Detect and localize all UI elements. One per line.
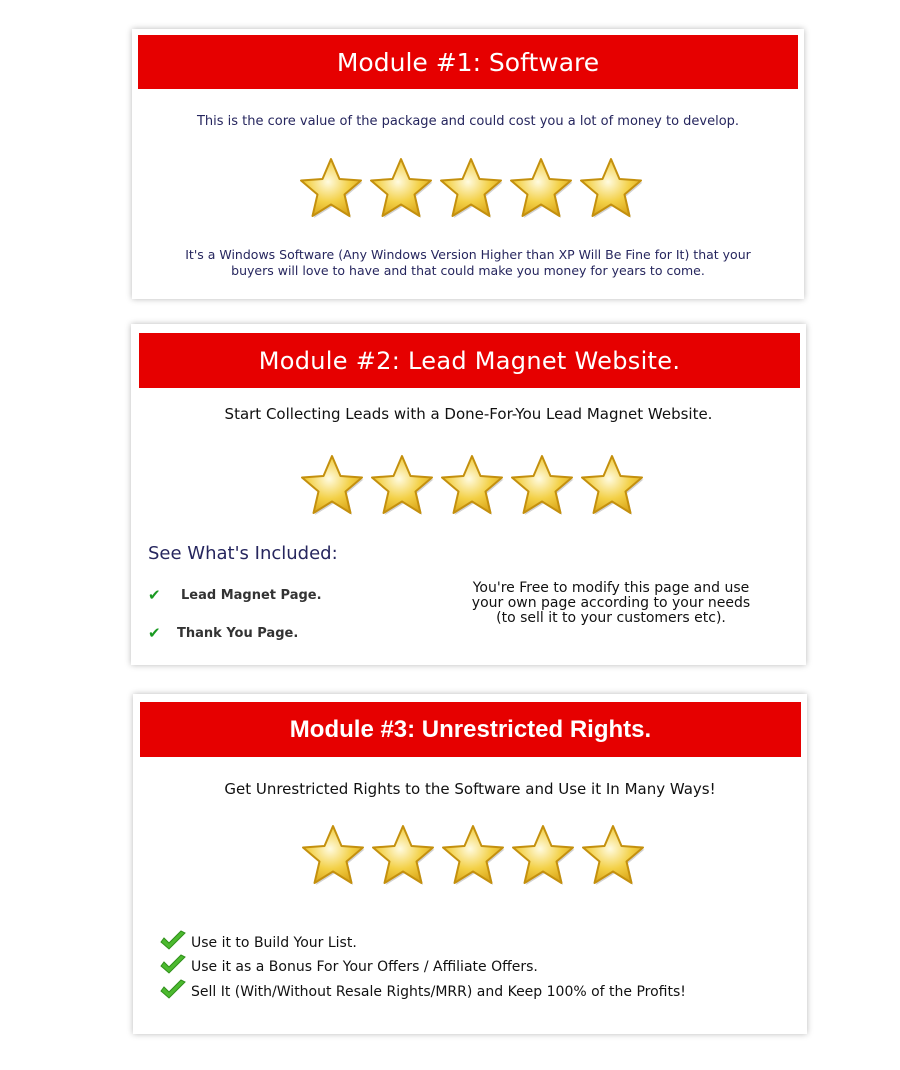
star-icon <box>437 452 507 518</box>
star-icon <box>296 155 366 221</box>
module-2-card <box>131 324 806 665</box>
rights-item <box>159 954 538 980</box>
check-icon: ✔ <box>148 624 161 642</box>
module-3-title: Module #3: Unrestricted Rights. <box>289 715 652 743</box>
included-item-thank-you <box>148 624 298 642</box>
modify-note-line-1: You're Free to modify this page and use <box>472 580 750 596</box>
star-icon <box>577 452 647 518</box>
star-icon <box>438 822 508 888</box>
module-2-rating <box>297 452 647 518</box>
module-1-title: Module #1: Software <box>336 47 600 77</box>
module-1-description-line-1: It's a Windows Software (Any Windows Version Higher than XP Will Be Fine for It) that your <box>185 247 751 262</box>
check-icon <box>159 930 191 956</box>
module-3-subtitle: Get Unrestricted Rights to the Software and Use it In Many Ways! <box>224 780 716 798</box>
star-icon <box>576 155 646 221</box>
check-icon <box>159 954 191 980</box>
rights-item-label: Use it as a Bonus For Your Offers / Affiliate Offers. <box>191 959 538 975</box>
module-1-rating <box>296 155 646 221</box>
star-icon <box>506 155 576 221</box>
module-3-card <box>133 694 807 1034</box>
star-icon <box>297 452 367 518</box>
included-item-label: Thank You Page. <box>177 625 299 641</box>
star-icon <box>436 155 506 221</box>
modify-note-line-2: your own page according to your needs <box>471 595 751 611</box>
star-icon <box>508 822 578 888</box>
module-2-banner <box>139 333 800 388</box>
rights-item-label: Sell It (With/Without Resale Rights/MRR) and Keep 100% of the Profits! <box>191 984 686 1000</box>
check-icon: ✔ <box>148 586 161 604</box>
star-icon <box>578 822 648 888</box>
module-2-subtitle: Start Collecting Leads with a Done-For-You Lead Magnet Website. <box>224 405 713 423</box>
star-icon <box>366 155 436 221</box>
module-2-title: Module #2: Lead Magnet Website. <box>258 346 681 375</box>
star-icon <box>367 452 437 518</box>
module-1-description-line-2: buyers will love to have and that could make you money for years to come. <box>231 263 705 278</box>
module-1-banner <box>138 35 798 89</box>
star-icon <box>507 452 577 518</box>
module-3-banner <box>140 702 801 757</box>
star-icon <box>368 822 438 888</box>
module-3-rating <box>298 822 648 888</box>
rights-item <box>159 930 357 956</box>
included-item-lead-magnet <box>148 586 322 604</box>
module-1-card <box>132 29 804 299</box>
module-1-subtitle: This is the core value of the package and could cost you a lot of money to develop. <box>196 114 740 129</box>
star-icon <box>298 822 368 888</box>
rights-item-label: Use it to Build Your List. <box>191 935 357 951</box>
modify-note-line-3: (to sell it to your customers etc). <box>496 610 726 626</box>
included-heading: See What's Included: <box>148 543 338 564</box>
included-item-label: Lead Magnet Page. <box>181 587 322 603</box>
rights-item <box>159 979 686 1005</box>
check-icon <box>159 979 191 1005</box>
